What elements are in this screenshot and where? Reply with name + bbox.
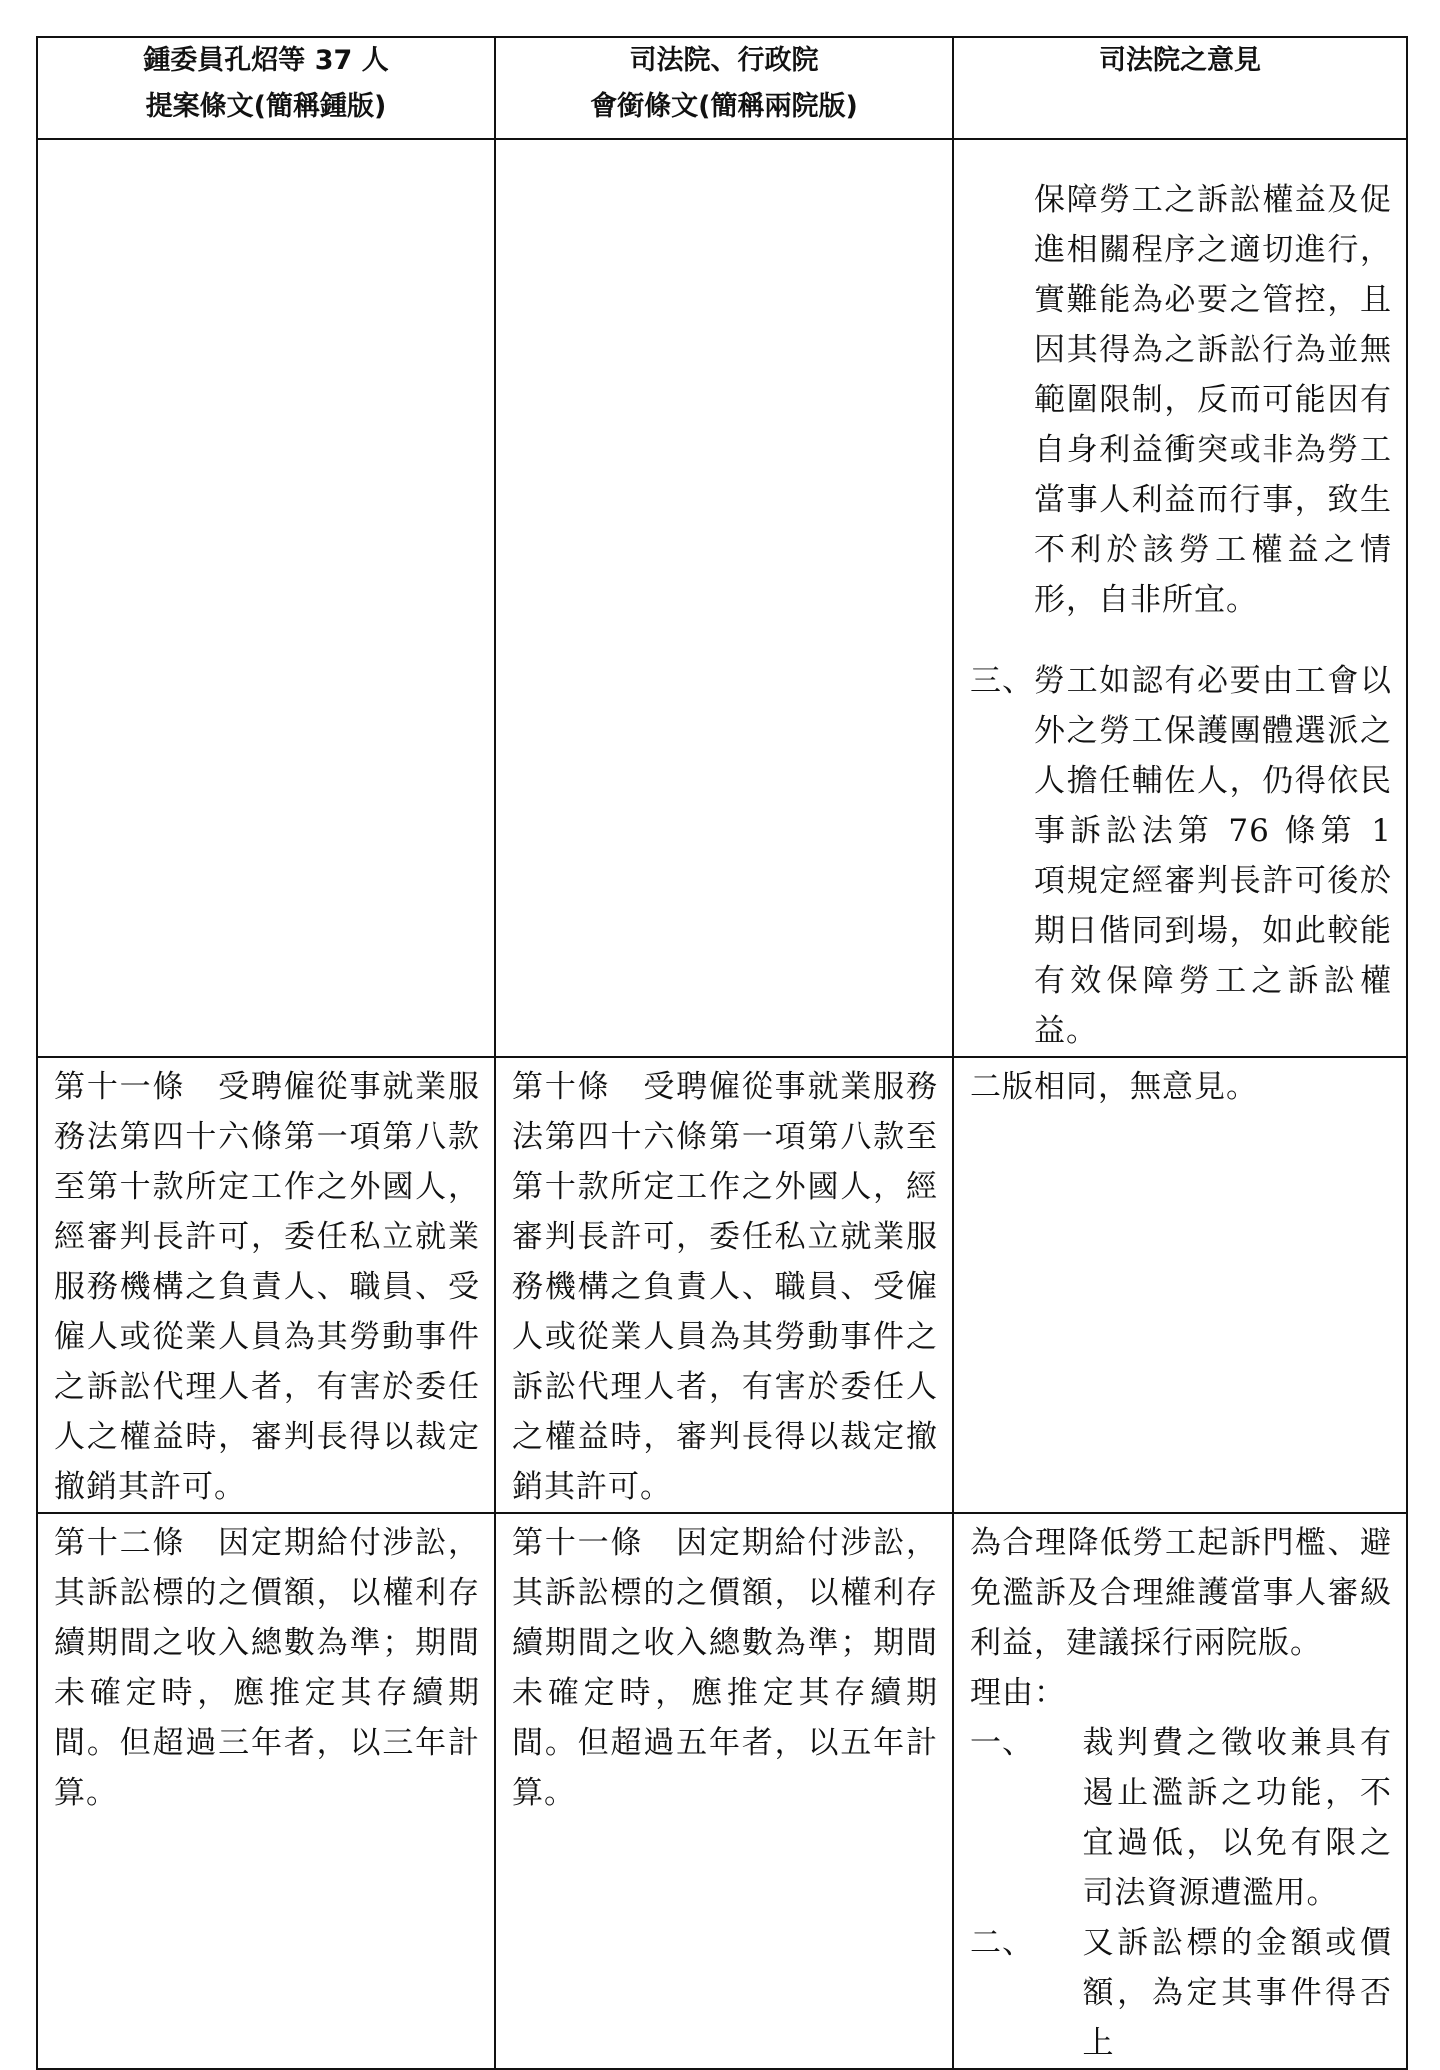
header-zhong-line1: 鍾委員孔炤等 37 人 <box>143 45 389 76</box>
header-two-courts-line2: 會銜條文(簡稱兩院版) <box>590 91 858 122</box>
cell-zhong-article-12 <box>37 1513 495 2069</box>
item-number: 二、 <box>970 1925 1083 1961</box>
header-zhong-line2: 提案條文(簡稱鍾版) <box>145 91 387 122</box>
reason-item-1 <box>970 1718 1392 1918</box>
item-number: 三、 <box>970 663 1034 699</box>
cell-empty-col2 <box>495 139 953 1057</box>
item-text: 裁判費之徵收兼具有遏止濫訴之功能，不宜過低，以免有限之司法資源遭濫用。 <box>1082 1725 1392 1911</box>
article-text: 第十一條 受聘僱從事就業服務法第四十六條第一項第八款至第十款所定工作之外國人，經審判長許可，委任私立就業服務機構之負責人、職員、受僱人或從業人員為其勞動事件之訴訟代理人者，有害於委任人之權益時，審判長得以裁定撤銷其許可。 <box>54 1069 480 1505</box>
cell-opinion-same <box>953 1057 1407 1513</box>
reason-label: 理由： <box>970 1675 1066 1711</box>
item-number: 一、 <box>970 1725 1083 1761</box>
cell-two-courts-article-11 <box>495 1513 953 2069</box>
table-header-row <box>37 37 1407 139</box>
header-two-courts-line1: 司法院、行政院 <box>629 45 819 76</box>
table-row <box>37 1057 1407 1513</box>
article-text: 第十條 受聘僱從事就業服務法第四十六條第一項第八款至第十款所定工作之外國人，經審判長許可，委任私立就業服務機構之負責人、職員、受僱人或從業人員為其勞動事件之訴訟代理人者，有害於委任人之權益時，審判長得以裁定撤銷其許可。 <box>512 1069 938 1505</box>
table-row <box>37 139 1407 1057</box>
header-opinion-text: 司法院之意見 <box>1099 45 1261 76</box>
opinion-text: 二版相同，無意見。 <box>970 1069 1258 1105</box>
opinion-continued-text: 保障勞工之訴訟權益及促進相關程序之適切進行，實難能為必要之管控，且因其得為之訴訟行為並無範圍限制，反而可能因有自身利益衝突或非為勞工當事人利益而行事，致生不利於該勞工權益之情形，自非所宜。 <box>1034 182 1392 618</box>
cell-opinion-continued <box>953 139 1407 1057</box>
reason-item-2 <box>970 1918 1392 2068</box>
article-text: 第十一條 因定期給付涉訟，其訴訟標的之價額，以權利存續期間之收入總數為準；期間未確定時，應推定其存續期間。但超過五年者，以五年計算。 <box>512 1525 938 1811</box>
header-judicial-opinion <box>953 37 1407 139</box>
header-two-courts-version <box>495 37 953 139</box>
comparison-table <box>36 36 1408 2070</box>
table-row <box>37 1513 1407 2069</box>
cell-empty-col1 <box>37 139 495 1057</box>
item-text: 又訴訟標的金額或價額，為定其事件得否上 <box>1082 1925 1392 2061</box>
opinion-item-3 <box>970 656 1392 1056</box>
item-text: 勞工如認有必要由工會以外之勞工保護團體選派之人擔任輔佐人，仍得依民事訴訟法第 76 條第 1 項規定經審判長許可後於期日偕同到場，如此較能有效保障勞工之訴訟權益。 <box>1034 663 1392 1049</box>
article-text: 第十二條 因定期給付涉訟，其訴訟標的之價額，以權利存續期間之收入總數為準；期間未確定時，應推定其存續期間。但超過三年者，以三年計算。 <box>54 1525 480 1811</box>
cell-two-courts-article-10 <box>495 1057 953 1513</box>
opinion-intro: 為合理降低勞工起訴門檻、避免濫訴及合理維護當事人審級利益，建議採行兩院版。 <box>970 1525 1392 1661</box>
header-zhong-version <box>37 37 495 139</box>
cell-zhong-article-11 <box>37 1057 495 1513</box>
cell-opinion-article-12 <box>953 1513 1407 2069</box>
